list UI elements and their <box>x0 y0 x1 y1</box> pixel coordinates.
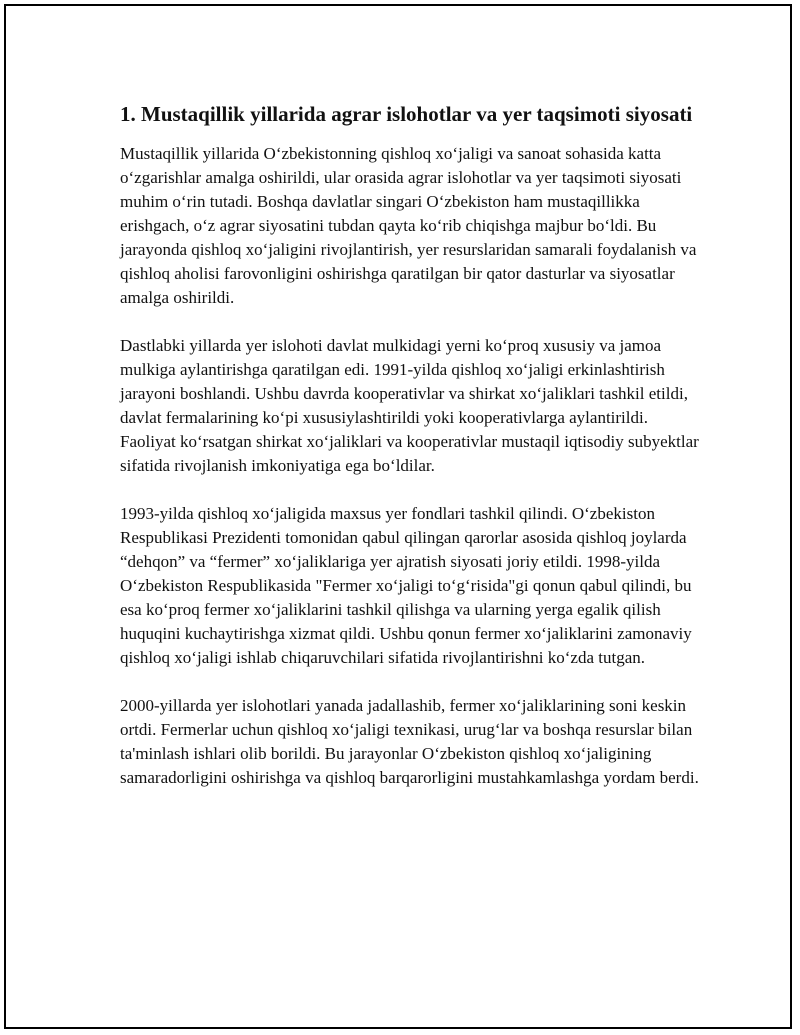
paragraph-2: Dastlabki yillarda yer islohoti davlat mulkidagi yerni ko‘proq xususiy va jamoa mulkiga aylantirishga qaratilgan edi. 1991-yilda qishloq xo‘jaligi erkinlashtirish jarayoni boshlandi. Ushbu davrda kooperativlar va shirkat xo‘jaliklari tashkil etildi, davlat fermalarining ko‘pi xususiylashtirildi yoki kooperativlarga aylantirildi. Faoliyat ko‘rsatgan shirkat xo‘jaliklari va kooperativlar mustaqil iqtisodiy subyektlar sifatida rivojlanish imkoniyatiga ega bo‘ldilar. <box>120 336 699 475</box>
paragraph-3: 1993-yilda qishloq xo‘jaligida maxsus yer fondlari tashkil qilindi. O‘zbekiston Respublikasi Prezidenti tomonidan qabul qilingan qarorlar asosida qishloq joylarda “dehqon” va “fermer” xo‘jaliklariga yer ajratish siyosati joriy etildi. 1998-yilda O‘zbekiston Respublikasida "Fermer xo‘jaligi to‘g‘risida"gi qonun qabul qilindi, bu esa ko‘proq fermer xo‘jaliklarini tashkil qilishga va ularning yerga egalik qilish huquqini kuchaytirishga xizmat qildi. Ushbu qonun fermer xo‘jaliklarini zamonaviy qishloq xo‘jaligi ishlab chiqaruvchilari sifatida rivojlantirishni ko‘zda tutgan. <box>120 504 692 667</box>
document-body <box>120 100 700 814</box>
paragraph-1: Mustaqillik yillarida O‘zbekistonning qishloq xo‘jaligi va sanoat sohasida katta o‘zgarishlar amalga oshirildi, ular orasida agrar islohotlar va yer taqsimoti siyosati muhim o‘rin tutadi. Boshqa davlatlar singari O‘zbekiston ham mustaqillikka erishgach, o‘z agrar siyosatini tubdan qayta ko‘rib chiqishga majbur bo‘ldi. Bu jarayonda qishloq xo‘jaligini rivojlantirish, yer resurslaridan samarali foydalanish va qishloq aholisi farovonligini oshirishga qaratilgan bir qator dasturlar va siyosatlar amalga oshirildi. <box>120 144 697 307</box>
document-page <box>4 4 792 1029</box>
section-title: 1. Mustaqillik yillarida agrar islohotlar va yer taqsimoti siyosati <box>120 102 693 126</box>
paragraph-4: 2000-yillarda yer islohotlari yanada jadallashib, fermer xo‘jaliklarining soni keskin ortdi. Fermerlar uchun qishloq xo‘jaligi texnikasi, urug‘lar va boshqa resurslar bilan ta'minlash ishlari olib borildi. Bu jarayonlar O‘zbekiston qishloq xo‘jaligining samaradorligini oshirishga va qishloq barqarorligini mustahkamlashga yordam berdi. <box>120 696 699 787</box>
